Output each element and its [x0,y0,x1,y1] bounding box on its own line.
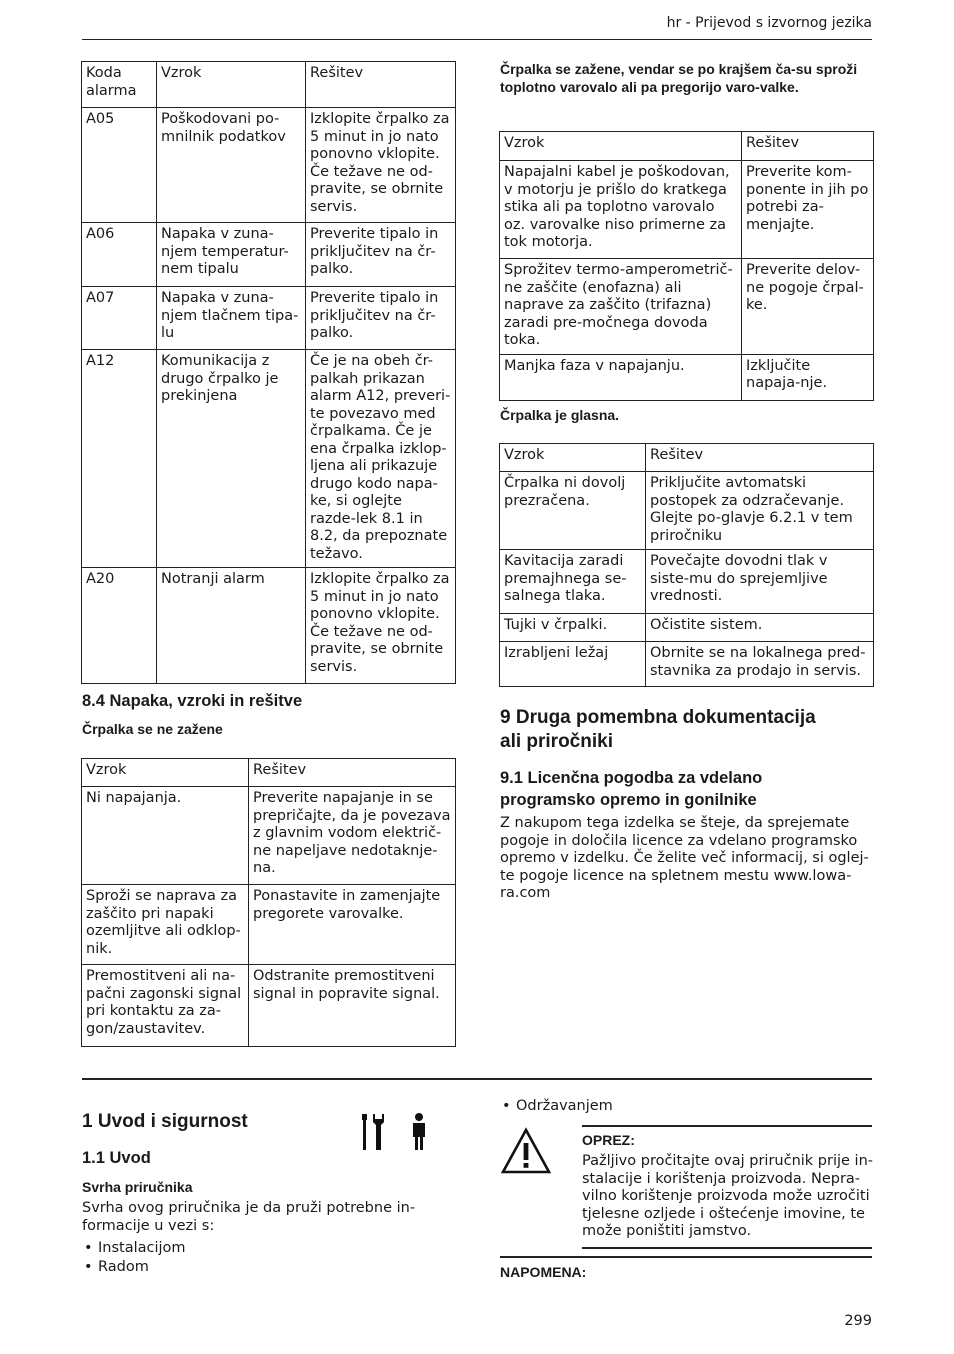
cause-cell: Kavitacija zaradi premajhnega se-salnega tlaka. [500,550,646,614]
subsection-heading-line: programsko opremo in gonilnike [500,791,757,809]
cause-cell: Ni napajanja. [82,787,249,885]
person-icon [408,1112,430,1152]
caution-label: OPREZ: [582,1132,635,1148]
solution-cell: Izključite napaja-nje. [742,354,874,400]
section-heading-line: 9 Druga pomembna dokumentacija [500,707,816,728]
cause-cell: Tujki v črpalki. [500,614,646,642]
alarm-code: A07 [82,287,157,350]
subsection-heading: Črpalka je glasna. [500,407,620,423]
alarm-table [81,61,456,684]
section-heading: 1 Uvod i sigurnost [82,1111,248,1132]
purpose-list-continued [500,1097,613,1116]
column-header: Rešitev [646,444,874,472]
solution-cell: Priključite avtomatski postopek za odzračevanje. Glejte po-glavje 6.2.1 v tem priročniku [646,472,874,550]
license-paragraph [500,815,869,903]
table-row [82,885,456,965]
column-header: Rešitev [249,759,456,787]
subsection-heading: Črpalka se zažene, vendar se po krajšem ča-su sproži toplotno varovalo ali pa pregorijo varo-valke. [500,61,858,95]
alarm-cause: Poškodovani po-mnilnik podatkov [157,108,306,223]
column-header: Vzrok [157,62,306,108]
purpose-paragraph [82,1200,415,1235]
table-row [82,568,456,684]
solution-cell: Preverite delov-ne pogoje črpal-ke. [742,259,874,355]
alarm-code: A06 [82,223,157,287]
cause-cell: Sprožitev termo-amperometrič-ne zaščite (enofazna) ali naprave za zaščito (trifazna) zaradi pre-močnega dovoda toka. [500,259,742,355]
no-start-table [81,758,456,1047]
table-header-row [500,444,874,472]
running-header: hr - Prijevod s izvornog jezika [666,15,872,31]
text-line: vilno korištenje proizvoda može uzročiti [582,1188,870,1204]
alarm-cause: Notranji alarm [157,568,306,684]
text-line: opremo v izdelku. Če želite več informacij, si oglej- [500,850,869,866]
solution-cell: Povečajte dovodni tlak v siste-mu do sprejemljive vrednosti. [646,550,874,614]
text-line: ra.com [500,885,551,901]
table-row [82,787,456,885]
column-header: Vzrok [500,444,646,472]
cause-cell: Črpalka ni dovolj prezračena. [500,472,646,550]
cause-cell: Napajalni kabel je poškodovan, v motorju je prišlo do kratkega stika ali pa toplotno varovalo oz. varovalke niso primerne za tok motorja. [500,161,742,259]
cause-cell: Manjka faza v napajanju. [500,354,742,400]
solution-cell: Ponastavite in zamenjajte pregorete varovalke. [249,885,456,965]
table-row [82,965,456,1047]
section-divider [82,1078,872,1080]
caution-text [582,1153,873,1241]
alarm-code: A20 [82,568,157,684]
cause-cell: Sproži se naprava za zaščito pri napaki ozemljitve ali odklop-nik. [82,885,249,965]
table-header-row [500,132,874,161]
alarm-solution: Preverite tipalo in priključitev na čr-palko. [306,223,456,287]
solution-cell: Odstranite premostitveni signal in popravite signal. [249,965,456,1047]
list-item: • Instalacijom [82,1239,186,1258]
table-row [500,550,874,614]
alarm-code: A05 [82,108,157,223]
text-line: tjelesne ozljede i oštećenje imovine, te [582,1205,865,1222]
alarm-solution: Izklopite črpalko za 5 minut in jo nato ponovno vklopite. Če težave ne od-pravite, se obrnite servis. [306,108,456,223]
table-row [500,472,874,550]
alarm-code: A12 [82,350,157,568]
section-heading-line: ali priročniki [500,731,613,752]
column-header: Koda alarma [82,62,157,108]
table-row [82,287,456,350]
solution-cell: Obrnite se na lokalnega pred-stavnika za prodajo in servis. [646,642,874,687]
text-line: Pažljivo pročitajte ovaj priručnik prije in- [582,1153,873,1169]
text-line: te pogoje licence na spletnem mestu www.lowa- [500,867,852,884]
cause-cell: Izrabljeni ležaj [500,642,646,687]
caution-top-rule [582,1125,872,1127]
alarm-cause: Komunikacija z drugo črpalko je prekinjena [157,350,306,568]
tools-icon [360,1112,386,1152]
table-header-row [82,759,456,787]
subsection-heading: 1.1 Uvod [82,1149,151,1167]
subsection-heading: Svrha priručnika [82,1179,193,1195]
solution-cell: Preverite napajanje in se prepričajte, da je povezava z glavnim vodom električ-ne napeljave nedotaknje-na. [249,787,456,885]
table-row [500,259,874,355]
table-row [82,223,456,287]
text-line: Svrha ovog priručnika je da pruži potrebne in- [82,1200,416,1216]
column-header: Rešitev [742,132,874,161]
column-header: Vzrok [82,759,249,787]
table-row [500,354,874,400]
table-row [500,161,874,259]
thermal-table [499,131,874,401]
purpose-list [82,1239,186,1276]
list-item: • Radom [82,1258,186,1277]
solution-cell: Preverite kom-ponente in jih po potrebi za-menjajte. [742,161,874,259]
list-item: • Održavanjem [500,1097,613,1116]
alarm-solution: Izklopite črpalko za 5 minut in jo nato ponovno vklopite. Če težave ne od-pravite, se obrnite servis. [306,568,456,684]
text-line: formacije u vezi s: [82,1217,215,1234]
alarm-cause: Napaka v zuna-njem tlačnem tipa-lu [157,287,306,350]
caution-bottom-rule [582,1247,872,1249]
alarm-solution: Preverite tipalo in priključitev na čr-palko. [306,287,456,350]
text-line: stalacije i korištenja proizvoda. Nepra- [582,1170,861,1187]
text-line: pogoje in določila licence za vdelano programsko [500,832,858,849]
alarm-cause: Napaka v zuna-njem temperatur-nem tipalu [157,223,306,287]
subsection-heading: Črpalka se ne zažene [82,721,223,737]
noisy-table [499,443,874,687]
solution-cell: Očistite sistem. [646,614,874,642]
column-header: Rešitev [306,62,456,108]
subsection-heading-line: 9.1 Licenčna pogodba za vdelano [500,769,763,787]
text-line: može poništiti jamstvo. [582,1223,752,1239]
table-row [500,642,874,687]
table-row [82,108,456,223]
column-header: Vzrok [500,132,742,161]
alarm-solution: Če je na obeh čr-palkah prikazan alarm A12, preveri-te povezavo med črpalkama. Če je ena črpalka izklop-ljena ali prikazuje drugo kodo napa-ke, si oglejte razde-lek 8.1 in 8.2, da prepoznate težavo. [306,350,456,568]
section-heading: 8.4 Napaka, vzroki in rešitve [82,692,303,710]
warning-icon [500,1127,552,1175]
note-top-rule [500,1256,872,1258]
page-number: 299 [844,1313,872,1329]
cause-cell: Premostitveni ali na-pačni zagonski signal pri kontaktu za za-gon/zaustavitev. [82,965,249,1047]
note-label: NAPOMENA: [500,1264,587,1280]
table-header-row [82,62,456,108]
table-row [500,614,874,642]
header-rule [82,39,872,40]
table-row [82,350,456,568]
text-line: Z nakupom tega izdelka se šteje, da sprejemate [500,815,850,831]
